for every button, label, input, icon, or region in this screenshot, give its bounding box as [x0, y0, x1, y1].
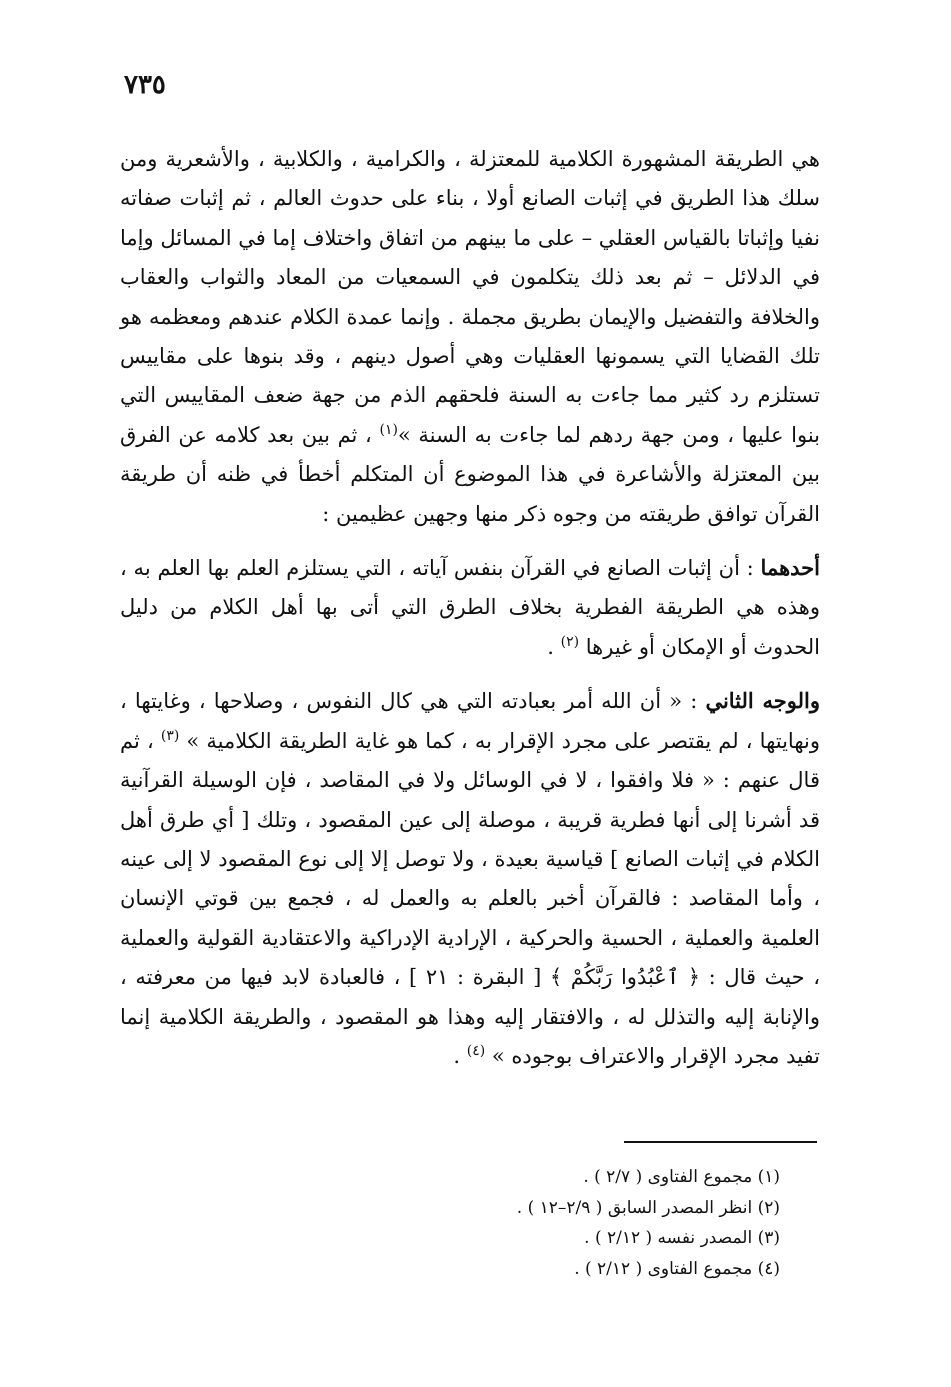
- paragraph-3: [120, 681, 820, 1076]
- paragraph-2-lead: أحدهما: [760, 555, 820, 581]
- paragraph-3-tail-2: .: [453, 1043, 467, 1068]
- footnote-2: (٢) انظر المصدر السابق ( ٢/٩–١٢ ) .: [516, 1197, 780, 1218]
- paragraph-2: [120, 548, 820, 667]
- footnotes-list: [300, 1162, 780, 1284]
- paragraph-3-tail: ، ثم قال عنهم : « فلا وافقوا ، لا في الوسائل ولا في المقاصد ، فإن الوسيلة القرآنية قد أشرنا إلى أنها فطرية قريبة ، موصلة إلى عين المقصود ، وتلك [ أي طرق أهل الكلام في إثبات الصانع ] قياسية بعيدة ، ولا توصل إلا إلى نوع المقصود لا إلى عينه ، وأما المقاصد : فالقرآن أخبر بالعلم به والعمل له ، فجمع بين قوتي الإنسان العلمية والعملية ، الحسية والحركية ، الإرادية الإدراكية والاعتقادية القولية والعملية ، حيث قال : ﴿ ٱعْبُدُوا رَبَّكُمْ ﴾ [ البقرة : ٢١ ] ، فالعبادة لابد فيها من معرفته ، والإنابة إليه والتذلل له ، والافتقار إليه وهذا هو المقصود ، والطريقة الكلامية إنما تفيد مجرد الإقرار والاعتراف بوجوده »: [120, 728, 820, 1068]
- footnote-ref-1: (١): [379, 421, 398, 438]
- paragraph-3-text: : « أن الله أمر بعبادته التي هي كال النفوس ، وصلاحها ، وغايتها ، ونهايتها ، لم يقتصر على مجرد الإقرار به ، كما هو غاية الطريقة الكلامية »: [120, 689, 820, 753]
- footnote-1: (١) مجموع الفتاوى ( ٢/٧ ) .: [583, 1167, 780, 1187]
- footnote-ref-3: (٣): [160, 727, 180, 744]
- footnote-4: (٤) مجموع الفتاوى ( ٢/١٢ ) .: [574, 1258, 780, 1279]
- paragraph-1-tail: ، ثم بين بعد كلامه عن الفرق بين المعتزلة والأشاعرة في هذا الموضوع أن المتكلم أخطأ في ظنه أن طريقة القرآن توافق طريقته من وجوه ذكر منها وجهين عظيمين :: [120, 422, 820, 526]
- paragraph-1-text: هي الطريقة المشهورة الكلامية للمعتزلة ، والكرامية ، والكلابية ، والأشعرية ومن سلك هذا الطريق في إثبات الصانع أولا ، بناء على حدوث العالم ، ثم إثبات صفاته نفيا وإثباتا بالقياس العقلي – على ما بينهم من اتفاق واختلاف إما في المسائل وإما في الدلائل – ثم بعد ذلك يتكلمون في السمعيات من المعاد والثواب والعقاب والخلافة والتفضيل والإيمان بطريق مجملة . وإنما عمدة الكلام عندهم ومعظمه هو تلك القضايا التي يسمونها العقليات وهي أصول دينهم ، وقد بنوها على مقاييس تستلزم رد كثير مما جاءت به السنة فلحقهم الذم من جهة ضعف المقاييس التي بنوا عليها ، ومن جهة ردهم لما جاءت به السنة »: [120, 147, 821, 447]
- page-number: ٧٣٥: [124, 70, 166, 100]
- paragraph-2-text: : أن إثبات الصانع في القرآن بنفس آياته ، التي يستلزم العلم بها العلم به ، وهذه هي الطريقة الفطرية بخلاف الطرق التي أتى بها أهل الكلام من دليل الحدوث أو الإمكان أو غيرها: [120, 556, 820, 659]
- footnote-ref-4: (٤): [466, 1042, 486, 1059]
- paragraph-1: [120, 140, 820, 534]
- footnote-divider: [624, 1141, 817, 1143]
- main-text: [120, 140, 820, 1076]
- paragraph-3-lead: والوجه الثاني: [705, 688, 821, 714]
- paragraph-2-tail: .: [547, 634, 561, 659]
- footnote-3: (٣) المصدر نفسه ( ٢/١٢ ) .: [584, 1228, 780, 1248]
- footnote-ref-2: (٢): [560, 633, 580, 650]
